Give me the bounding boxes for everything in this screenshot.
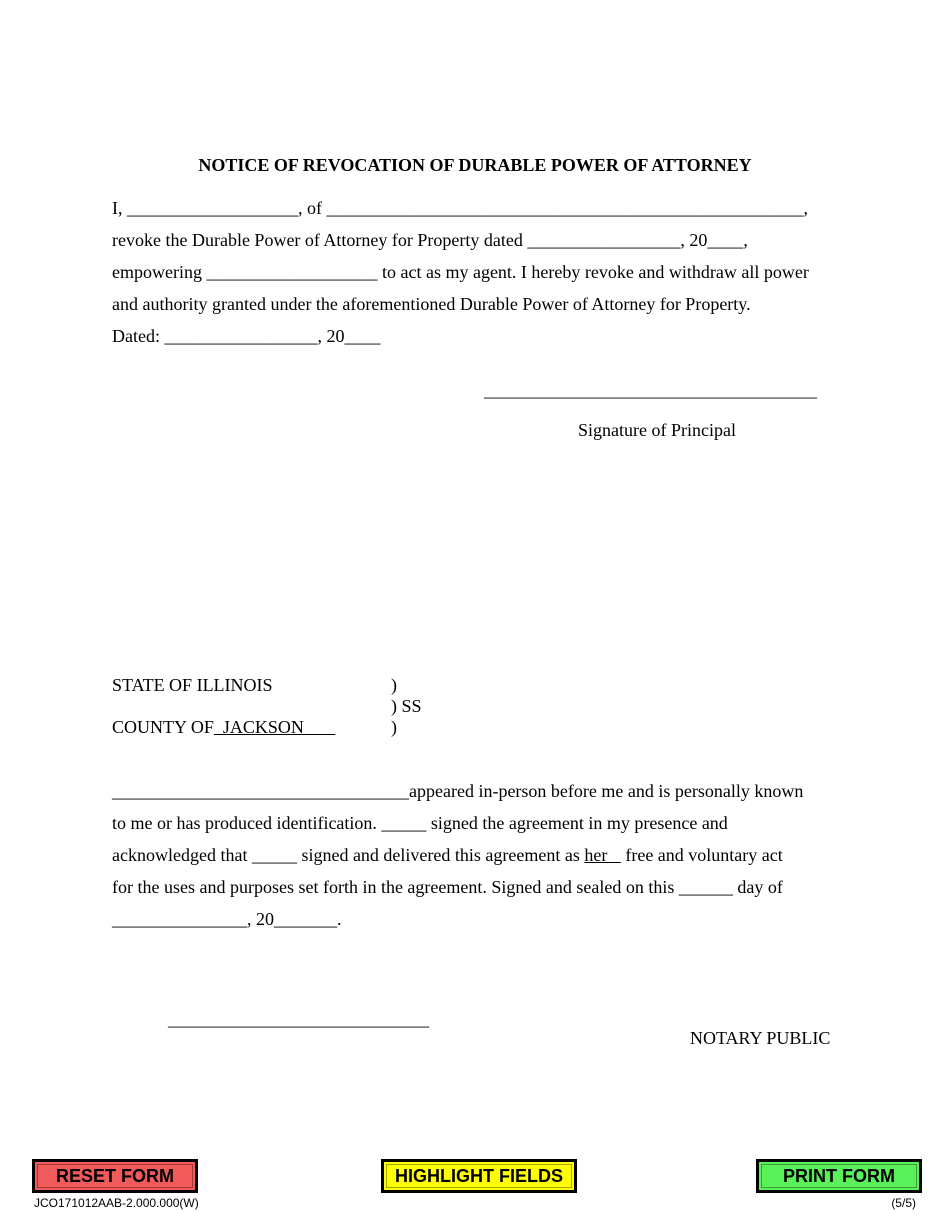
notary-public-label: NOTARY PUBLIC bbox=[690, 1028, 831, 1048]
notary-text-line-4[interactable]: for the uses and purposes set forth in the agreement. Signed and sealed on this ______ day of bbox=[112, 877, 783, 897]
document-title: NOTICE OF REVOCATION OF DURABLE POWER OF ATTORNEY bbox=[198, 155, 752, 175]
empowering-line[interactable]: empowering ___________________ to act as my agent. I hereby revoke and withdraw all power bbox=[112, 262, 809, 282]
county-line bbox=[112, 717, 335, 738]
venue-paren-top: ) bbox=[391, 675, 397, 695]
page-number: (5/5) bbox=[891, 1196, 916, 1210]
state-label: STATE OF ILLINOIS bbox=[112, 675, 273, 695]
print-form-button-label: PRINT FORM bbox=[783, 1165, 895, 1186]
notary-text-line-3[interactable] bbox=[112, 845, 783, 866]
notary-text-line-3a: acknowledged that _____ signed and delivered this agreement as bbox=[112, 845, 585, 865]
county-field[interactable]: JACKSON bbox=[213, 717, 336, 737]
notary-text-line-5[interactable]: _______________, 20_______. bbox=[112, 909, 342, 929]
notary-text-line-1[interactable]: _________________________________appeared in-person before me and is personally known bbox=[112, 781, 804, 801]
reset-form-button[interactable] bbox=[32, 1159, 198, 1193]
reset-form-button-label: RESET FORM bbox=[55, 1165, 174, 1186]
revoke-line[interactable]: revoke the Durable Power of Attorney for Property dated _________________, 20____, bbox=[112, 230, 748, 250]
notary-text-line-3b: free and voluntary act bbox=[620, 845, 783, 865]
highlight-fields-button[interactable] bbox=[381, 1159, 577, 1193]
form-id: JCO171012AAB-2.000.000(W) bbox=[34, 1196, 199, 1210]
notary-signature-line[interactable]: _____________________________ bbox=[168, 1009, 429, 1029]
principal-line[interactable]: I, ___________________, of _____________________________________________________, bbox=[112, 198, 808, 218]
highlight-fields-button-label: HIGHLIGHT FIELDS bbox=[395, 1165, 563, 1186]
notary-text-line-2[interactable]: to me or has produced identification. _____ signed the agreement in my presence and bbox=[112, 813, 728, 833]
venue-ss: ) SS bbox=[391, 696, 422, 716]
principal-signature-label: Signature of Principal bbox=[578, 420, 736, 440]
principal-signature-line[interactable]: _____________________________________ bbox=[484, 380, 817, 400]
pronoun-field[interactable]: her bbox=[584, 845, 621, 865]
county-prefix: COUNTY OF bbox=[112, 717, 214, 737]
authority-line: and authority granted under the aforementioned Durable Power of Attorney for Property. bbox=[112, 294, 751, 314]
venue-paren-bottom: ) bbox=[391, 717, 397, 737]
dated-line[interactable]: Dated: _________________, 20____ bbox=[112, 326, 381, 346]
print-form-button[interactable] bbox=[756, 1159, 922, 1193]
